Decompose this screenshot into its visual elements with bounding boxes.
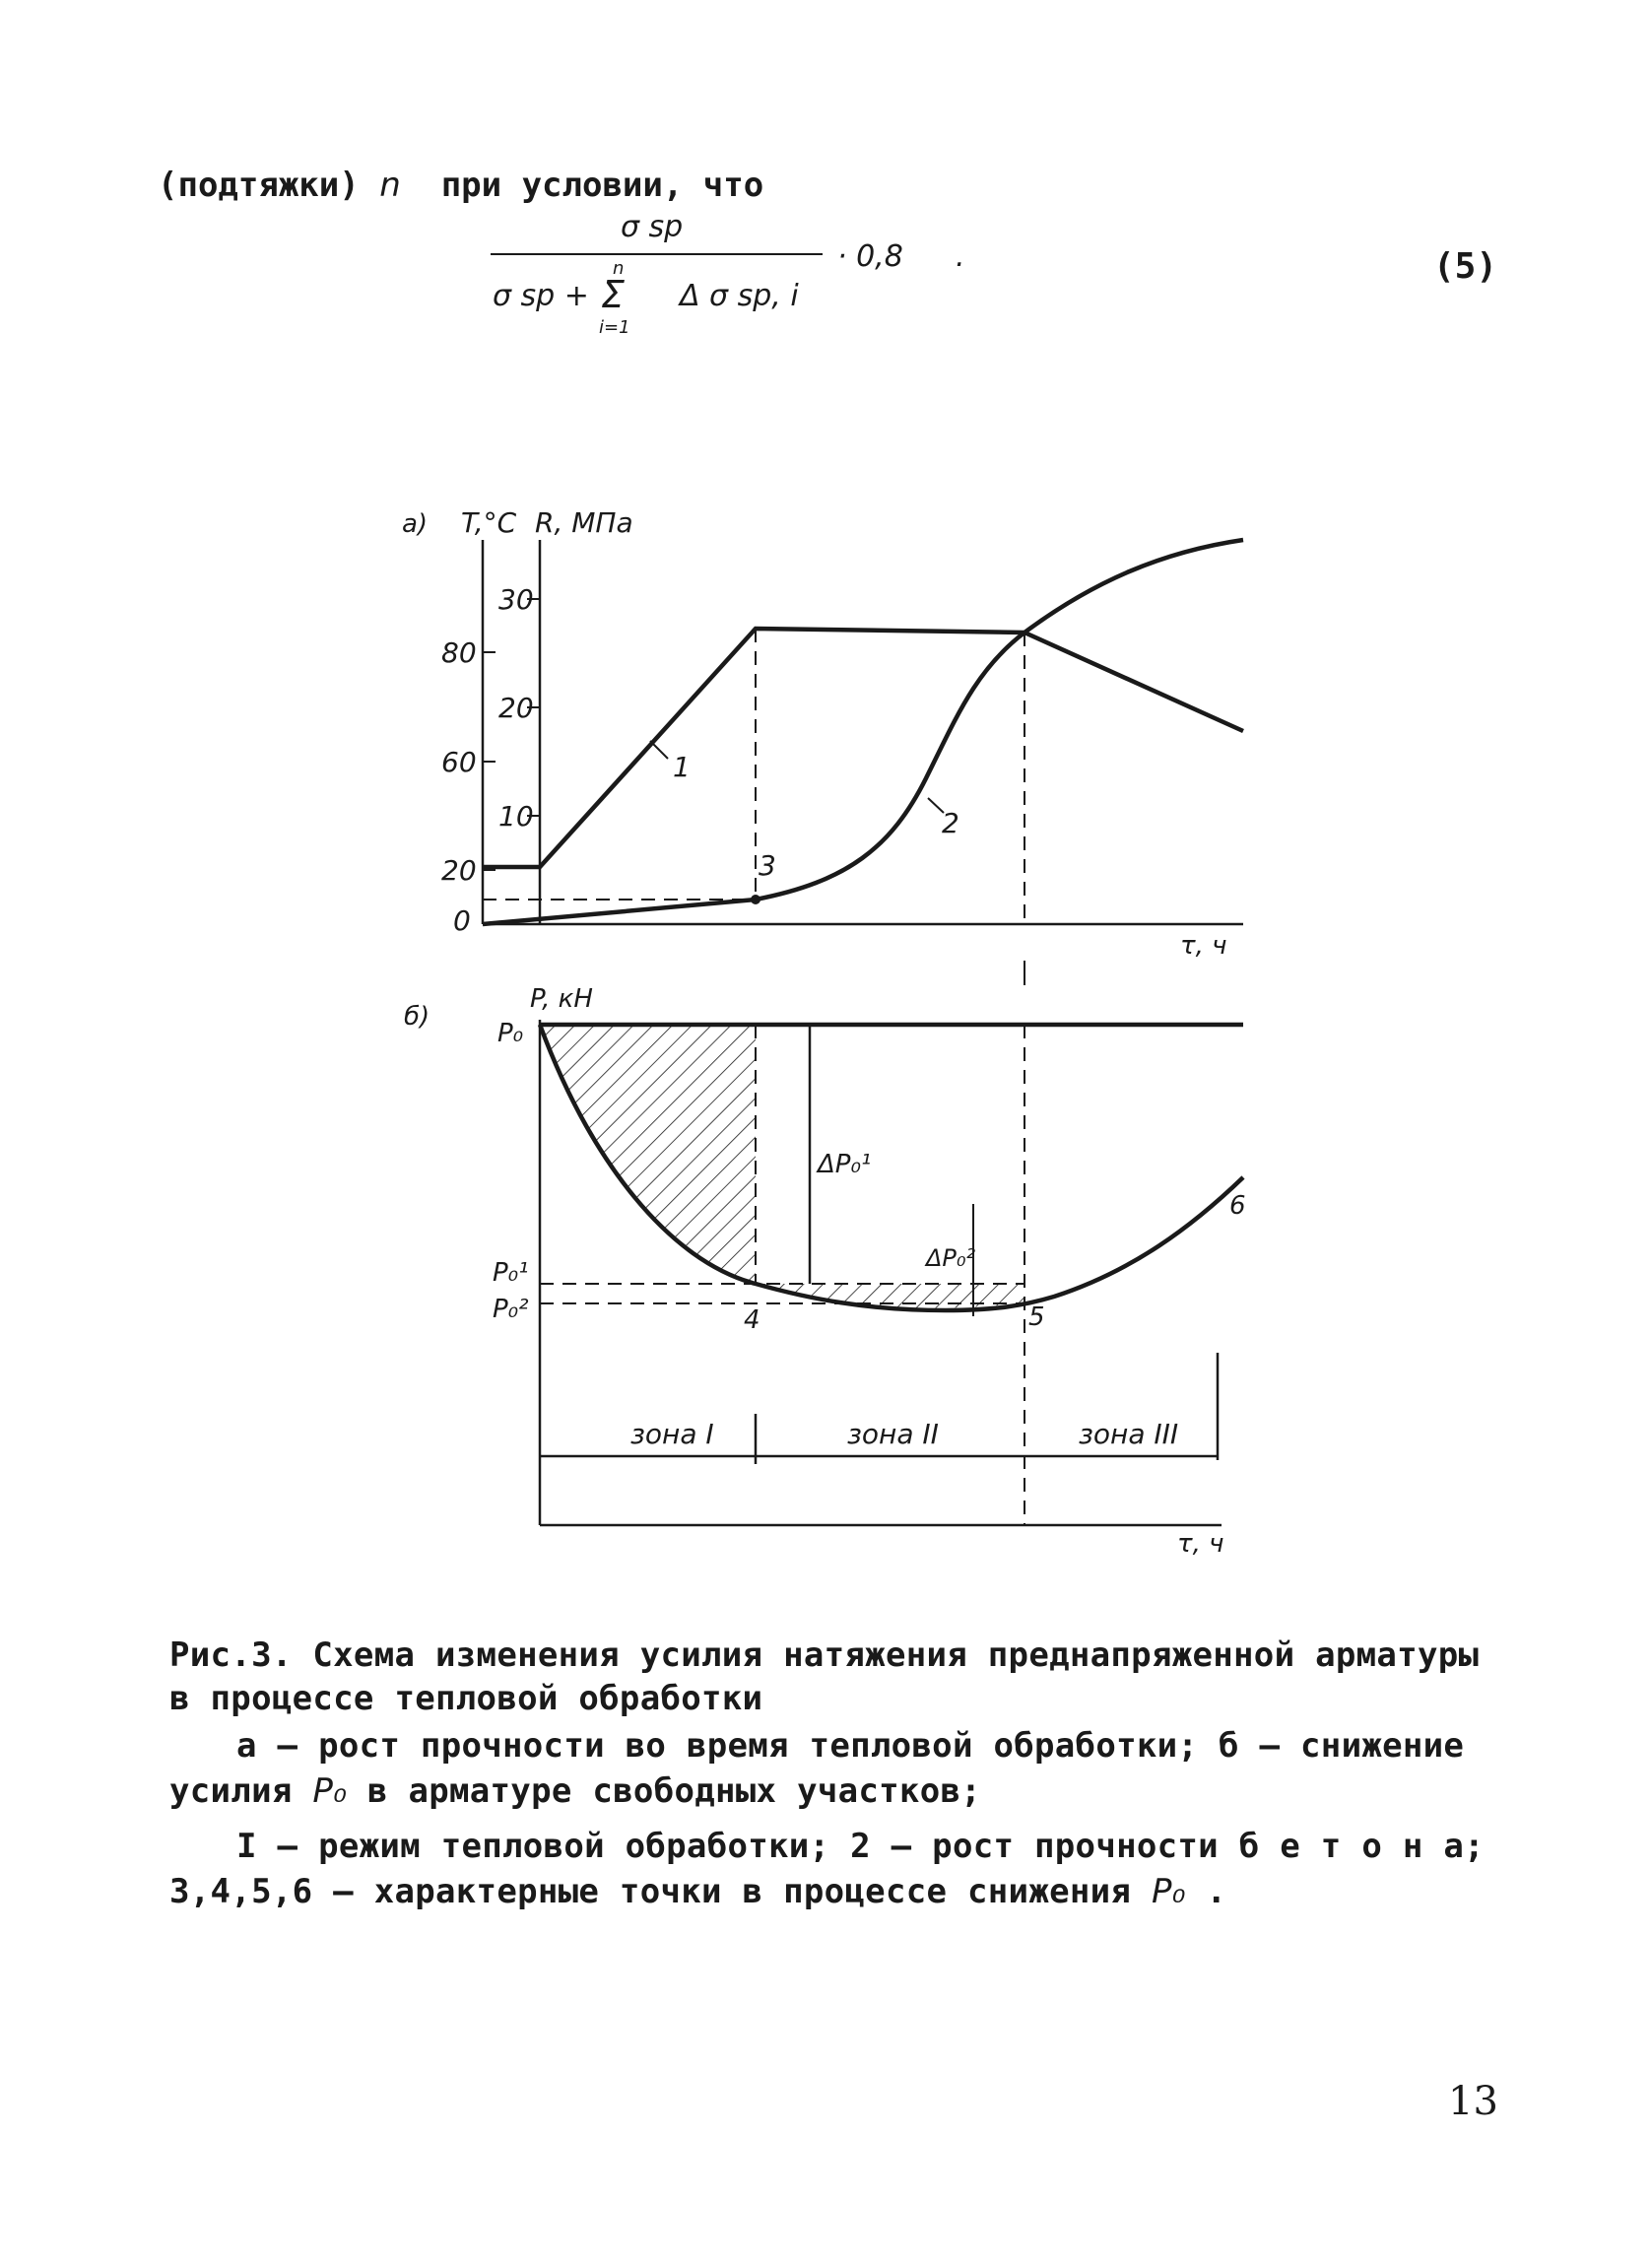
caption-line-c xyxy=(169,1870,1489,1913)
zone-2-label: зона II xyxy=(847,1418,939,1450)
delta-p02-label: ΔP₀² xyxy=(926,1244,976,1272)
page-number: 13 xyxy=(1448,2079,1498,2124)
caption-line-a: а – рост прочности во время тепловой обработки; б – снижение xyxy=(236,1726,1465,1766)
time-label-a: τ, ч xyxy=(1180,931,1227,961)
curve-2-strength-growth xyxy=(483,540,1243,924)
curve-2-label: 2 xyxy=(942,807,959,839)
point-3-label: 3 xyxy=(759,849,776,882)
t-axis-label: T,°C xyxy=(461,506,517,539)
caption-po-2: P₀ xyxy=(1151,1872,1186,1911)
p01-label: P₀¹ xyxy=(493,1258,529,1288)
sum-symbol-icon: Σ xyxy=(601,273,626,316)
t-tick-label-80: 80 xyxy=(441,636,477,669)
point-5-label: 5 xyxy=(1028,1302,1045,1332)
r-axis-label: R, МПа xyxy=(535,506,633,539)
intro-rest: при условии, что xyxy=(440,166,764,205)
zone-3-label: зона III xyxy=(1079,1418,1179,1450)
intro-lead: (подтяжки) xyxy=(158,166,360,205)
chart-b-panel-label: б) xyxy=(404,1002,430,1032)
curve-1-heat-regime xyxy=(483,629,1243,867)
chart-a-panel-label: а) xyxy=(402,509,429,539)
formula-denominator-left: σ sp + xyxy=(493,279,589,313)
caption-line-a2-post: в арматуре свободных участков; xyxy=(366,1771,982,1811)
caption-line-c-end: . xyxy=(1206,1872,1227,1911)
t-tick-label-0: 0 xyxy=(453,904,471,937)
caption-line-a2-pre: усилия xyxy=(169,1771,293,1811)
formula-sum-top: n xyxy=(613,258,625,279)
time-label-b: τ, ч xyxy=(1177,1529,1224,1559)
formula-sum-bottom: i=1 xyxy=(599,317,630,338)
formula-numerator: σ sp xyxy=(621,210,684,244)
zone-1-label: зона I xyxy=(630,1418,714,1450)
r-tick-label-20: 20 xyxy=(498,692,534,724)
t-tick-label-20: 20 xyxy=(441,854,477,887)
figure-caption-title: Рис.3. Схема изменения усилия натяжения преднапряженной арматуры в процессе тепловой обработки xyxy=(169,1635,1480,1718)
formula-denominator-right: Δ σ sp, i xyxy=(680,279,799,313)
point-4-label: 4 xyxy=(744,1305,760,1335)
p02-label: P₀² xyxy=(493,1295,529,1324)
chart-a xyxy=(402,506,1243,961)
point-3-marker xyxy=(751,895,760,904)
point-6-label: 6 xyxy=(1229,1191,1246,1221)
intro-var-n: n xyxy=(379,166,401,205)
caption-line-b: I – режим тепловой обработки; 2 – рост прочности б е т о н а; xyxy=(236,1827,1485,1866)
formula-factor: · 0,8 xyxy=(837,239,903,274)
caption-po: P₀ xyxy=(312,1771,348,1811)
r-tick-label-30: 30 xyxy=(498,583,534,616)
r-tick-label-10: 10 xyxy=(498,800,534,833)
curve-1-leader xyxy=(650,741,668,759)
p0-label: P₀ xyxy=(497,1019,524,1048)
caption-line-c-pre: 3,4,5,6 – характерные точки в процессе снижения xyxy=(169,1872,1132,1911)
delta-p01-label: ΔP₀¹ xyxy=(818,1150,872,1179)
caption-line-a2 xyxy=(169,1769,1489,1813)
p-axis-label: P, кН xyxy=(530,984,593,1014)
equation-number: (5) xyxy=(1433,246,1498,287)
curve-1-label: 1 xyxy=(673,751,691,783)
formula-end: . xyxy=(956,239,965,274)
t-tick-label-60: 60 xyxy=(441,746,477,778)
hatched-area-zone1 xyxy=(540,1025,756,1284)
chart-b xyxy=(404,961,1246,1559)
